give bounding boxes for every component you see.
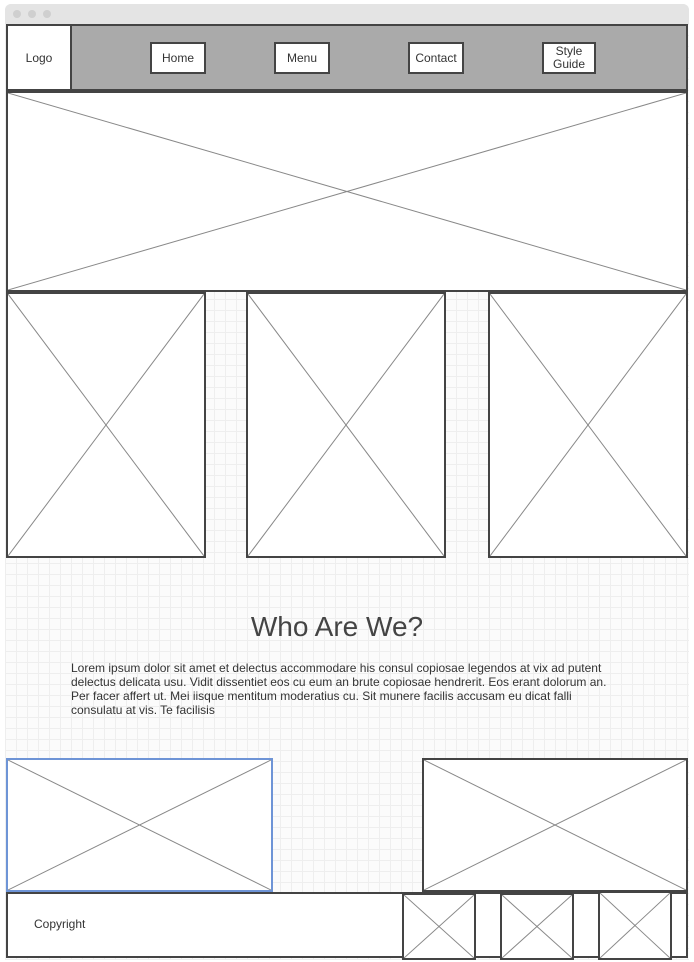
footer-image-cross-2	[502, 895, 572, 958]
footer-image-placeholder-3	[598, 891, 672, 960]
feature-image-cross-1	[8, 294, 204, 556]
nav-home-label: Home	[161, 50, 194, 65]
about-heading: Who Are We?	[250, 611, 424, 642]
feature-image-cross-2	[248, 294, 444, 556]
window-maximize-dot[interactable]	[43, 10, 51, 18]
hero-image-placeholder	[6, 91, 688, 292]
footer-bar	[6, 892, 688, 958]
wireframe-canvas	[5, 24, 689, 960]
window-titlebar	[5, 4, 689, 24]
footer-image-cross-3	[600, 893, 670, 958]
nav-style-guide-label: Style Guide	[552, 44, 586, 71]
footer-copyright: Copyright	[34, 917, 86, 931]
footer-image-cross-1	[404, 895, 474, 958]
feature-image-placeholder-2	[246, 292, 446, 558]
nav-contact-label: Contact	[415, 50, 457, 65]
app-window	[5, 4, 689, 960]
about-paragraph: Lorem ipsum dolor sit amet et delectus accommodare his consul copiosae legendos at vix ad putent delectus delicata usu. Vidit dissentiet eos cu eum an brute copiosae hendrerit. Eos erant dolorum an. Per facer affert ut. Mei iisque mentitum moderatius cu. Sit munere facilis accusam eu dicat falli consulatu at vis. Te facilisis	[71, 661, 607, 717]
hero-image-cross	[8, 93, 686, 290]
window-close-dot[interactable]	[13, 10, 21, 18]
footer-image-placeholder-1	[402, 893, 476, 960]
nav-contact-button[interactable]	[408, 42, 464, 74]
nav-menu-button[interactable]	[274, 42, 330, 74]
secondary-image-placeholder	[422, 758, 688, 892]
secondary-image-cross	[424, 760, 686, 890]
selected-image-cross	[8, 760, 271, 890]
logo-label: Logo	[25, 50, 53, 65]
selected-image-placeholder[interactable]	[6, 758, 273, 892]
nav-home-button[interactable]	[150, 42, 206, 74]
window-minimize-dot[interactable]	[28, 10, 36, 18]
footer-image-placeholder-2	[500, 893, 574, 960]
nav-style-guide-button[interactable]	[542, 42, 596, 74]
nav-menu-label: Menu	[286, 50, 318, 65]
feature-image-placeholder-1	[6, 292, 206, 558]
feature-image-cross-3	[490, 294, 686, 556]
logo-box[interactable]	[6, 24, 72, 91]
feature-image-placeholder-3	[488, 292, 688, 558]
